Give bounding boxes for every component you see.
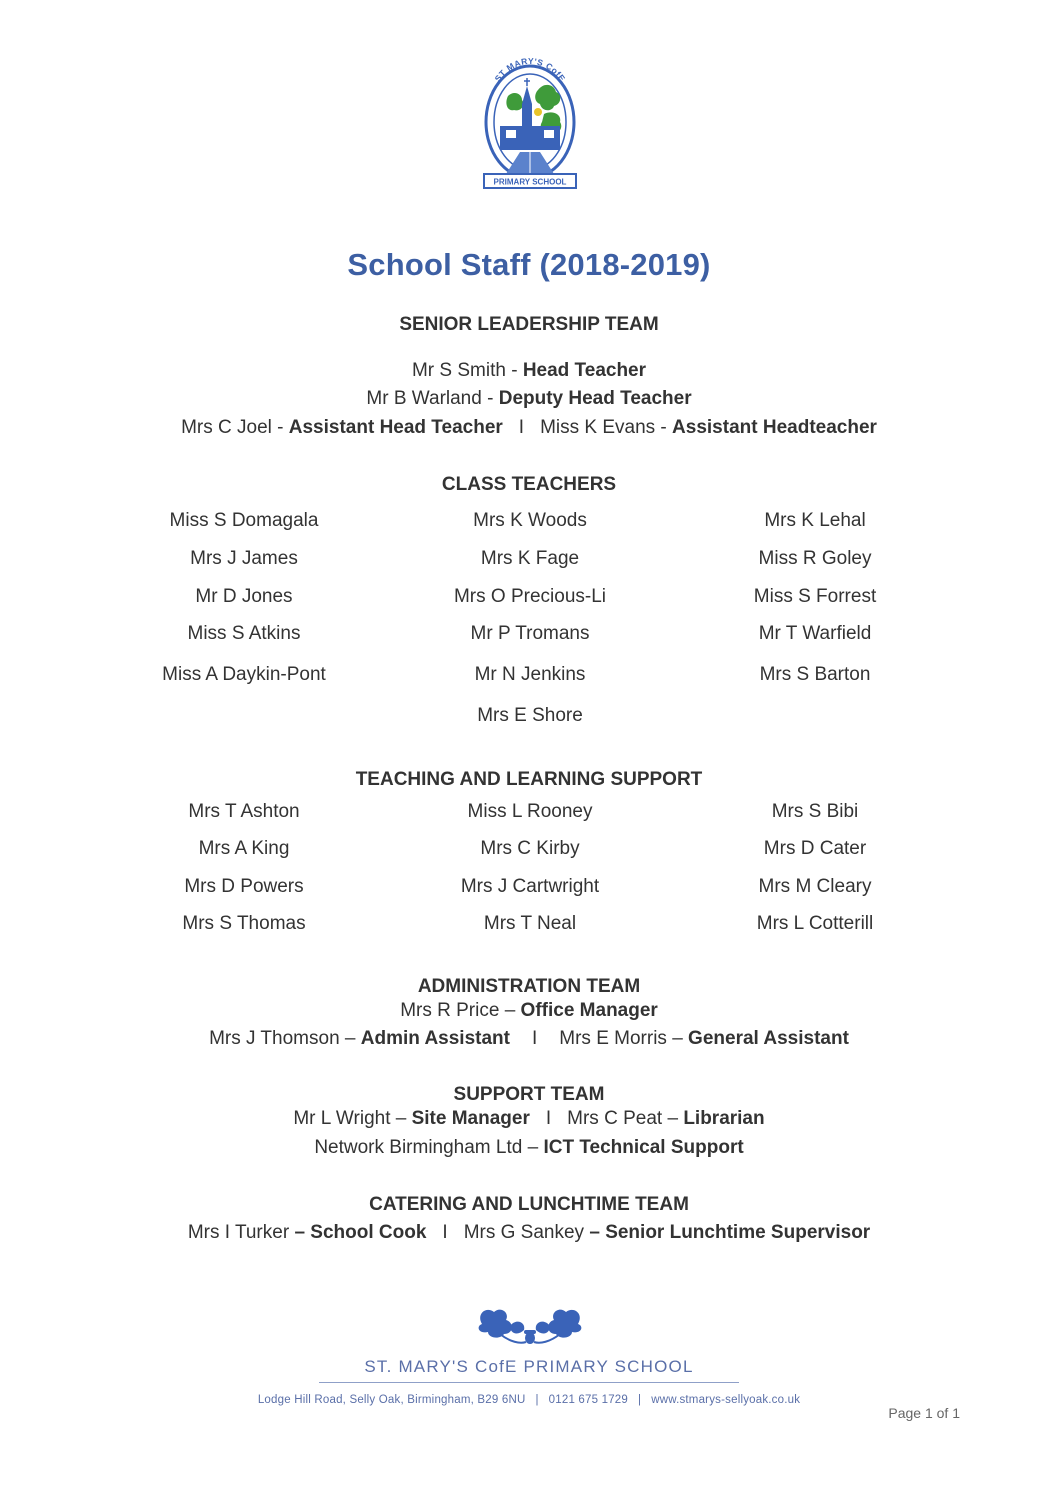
- staff-name-cell: Mrs K Woods: [473, 510, 587, 531]
- staff-name: Mrs J Thomson: [209, 1028, 340, 1049]
- footer-website[interactable]: www.stmarys-sellyoak.co.uk: [651, 1394, 801, 1406]
- staff-name-cell: Miss L Rooney: [467, 801, 593, 822]
- staff-line: Network Birmingham Ltd – ICT Technical Support: [314, 1137, 744, 1158]
- staff-role: Office Manager: [520, 1000, 658, 1021]
- staff-role: General Assistant: [688, 1028, 849, 1049]
- staff-role: Assistant Head Teacher: [288, 417, 503, 438]
- staff-name-cell: Mrs J James: [190, 548, 298, 569]
- staff-role: – Senior Lunchtime Supervisor: [589, 1222, 871, 1243]
- staff-name-cell: Miss R Goley: [758, 548, 872, 569]
- class-teachers-heading: CLASS TEACHERS: [441, 474, 617, 495]
- separator: I: [531, 1028, 538, 1049]
- staff-role: Site Manager: [411, 1108, 530, 1129]
- staff-name-cell: Mr D Jones: [195, 586, 293, 607]
- staff-name-cell: Mrs D Powers: [184, 876, 304, 897]
- staff-name-cell: Mr P Tromans: [470, 623, 590, 644]
- separator: I: [518, 417, 525, 438]
- staff-role: Head Teacher: [522, 360, 647, 381]
- staff-line: Mr S Smith - Head Teacher: [411, 360, 647, 381]
- senior-leadership-heading: SENIOR LEADERSHIP TEAM: [399, 314, 659, 335]
- staff-name: Mrs G Sankey: [463, 1222, 585, 1243]
- staff-line: [0, 1222, 1058, 1244]
- staff-name-cell: Miss S Forrest: [753, 586, 877, 607]
- administration-heading: ADMINISTRATION TEAM: [417, 976, 641, 997]
- staff-name: Mrs I Turker: [187, 1222, 290, 1243]
- staff-role: Assistant Headteacher: [672, 417, 877, 438]
- teaching-support-heading: TEACHING AND LEARNING SUPPORT: [355, 769, 703, 790]
- staff-name-cell: Mrs K Fage: [480, 548, 580, 569]
- oak-leaves-logo: [470, 1304, 590, 1352]
- staff-name: Mrs C Peat: [567, 1108, 663, 1129]
- staff-name: Mr S Smith: [411, 360, 506, 381]
- staff-line: Mrs R Price – Office Manager: [400, 1000, 658, 1021]
- footer-divider: [319, 1382, 739, 1383]
- staff-name-cell: Mrs S Thomas: [182, 913, 306, 934]
- staff-name-cell: Miss S Domagala: [169, 510, 319, 531]
- staff-name-cell: Mrs S Bibi: [771, 801, 859, 822]
- staff-name: Mr B Warland: [366, 388, 482, 409]
- page-title: School Staff (2018-2019): [347, 247, 711, 282]
- crest-banner-text: PRIMARY SCHOOL: [493, 177, 567, 187]
- staff-role: ICT Technical Support: [543, 1137, 744, 1158]
- staff-name-cell: Mrs S Barton: [759, 664, 871, 685]
- page-number: Page 1 of 1: [888, 1405, 960, 1421]
- staff-name-cell: Mrs A King: [198, 838, 290, 859]
- school-crest-logo: [478, 56, 582, 198]
- staff-name-cell: Mr N Jenkins: [474, 664, 586, 685]
- footer-school-name: ST. MARY'S CofE PRIMARY SCHOOL: [364, 1357, 694, 1376]
- staff-role: Deputy Head Teacher: [498, 388, 692, 409]
- staff-name-cell: Mrs C Kirby: [480, 838, 580, 859]
- staff-name-cell: Mrs D Cater: [763, 838, 867, 859]
- staff-name-cell: Mrs E Shore: [477, 705, 583, 726]
- staff-line: Mr L Wright – Site Manager I Mrs C Peat – Librarian: [293, 1108, 765, 1129]
- staff-name: Mrs R Price: [400, 1000, 500, 1021]
- staff-name-cell: Mrs T Neal: [483, 913, 577, 934]
- staff-name-cell: Mrs M Cleary: [758, 876, 872, 897]
- staff-line: Mrs C Joel - Assistant Head Teacher I Miss K Evans - Assistant Headteacher: [181, 417, 877, 438]
- staff-role: – School Cook: [294, 1222, 427, 1243]
- separator: I: [545, 1108, 552, 1129]
- staff-role: Admin Assistant: [360, 1028, 510, 1049]
- staff-name: Network Birmingham Ltd: [314, 1137, 523, 1158]
- staff-name: Mr L Wright: [293, 1108, 391, 1129]
- staff-name-cell: Mrs T Ashton: [188, 801, 300, 822]
- staff-name-cell: Mrs K Lehal: [764, 510, 866, 531]
- footer-contact: Lodge Hill Road, Selly Oak, Birmingham, B29 6NU | 0121 675 1729 | www.stmarys-sellyoak.co.uk: [257, 1394, 801, 1406]
- crest-ring-text: ST MARY'S CofE: [492, 56, 568, 84]
- staff-line: Mrs J Thomson – Admin Assistant I Mrs E Morris – General Assistant: [209, 1028, 849, 1049]
- staff-name-cell: Mrs O Precious-Li: [453, 586, 607, 607]
- staff-name-cell: Miss S Atkins: [187, 623, 301, 644]
- staff-name: Mrs E Morris: [559, 1028, 667, 1049]
- staff-name-cell: Mrs L Cotterill: [756, 913, 874, 934]
- staff-name: Miss K Evans: [540, 417, 656, 438]
- staff-line: Mr B Warland - Deputy Head Teacher: [366, 388, 692, 409]
- support-team-heading: SUPPORT TEAM: [453, 1084, 605, 1105]
- staff-role: Librarian: [683, 1108, 765, 1129]
- footer-address: Lodge Hill Road, Selly Oak, Birmingham, B29 6NU: [257, 1394, 526, 1406]
- separator: I: [442, 1222, 448, 1243]
- staff-name-cell: Mr T Warfield: [758, 623, 872, 644]
- staff-name-cell: Miss A Daykin-Pont: [162, 664, 326, 685]
- footer-phone: 0121 675 1729: [548, 1394, 628, 1406]
- staff-name: Mrs C Joel: [181, 417, 272, 438]
- staff-name-cell: Mrs J Cartwright: [460, 876, 600, 897]
- catering-heading: CATERING AND LUNCHTIME TEAM: [369, 1194, 689, 1215]
